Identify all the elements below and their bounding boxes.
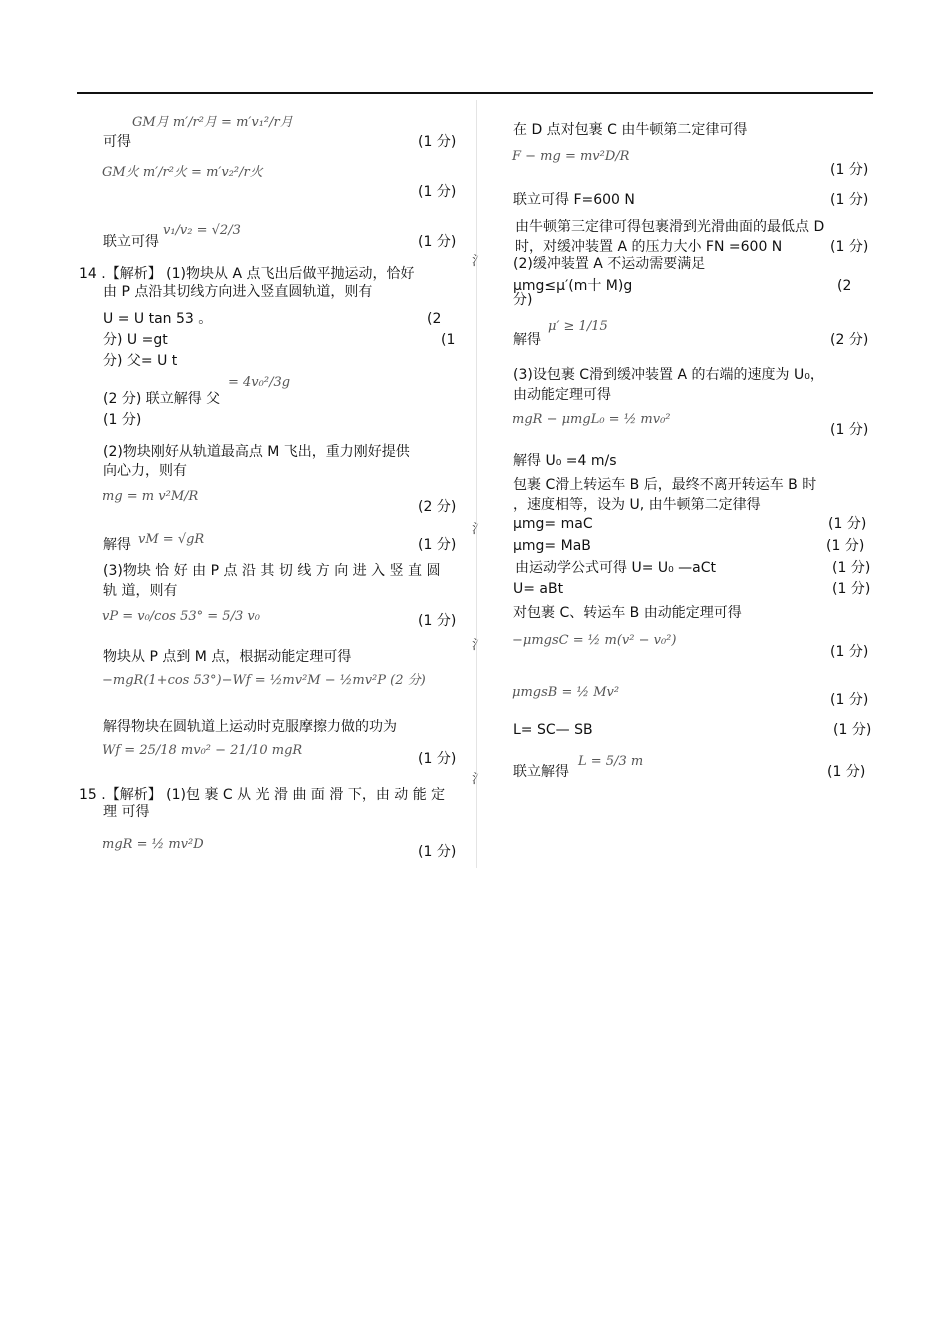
score: (1 分) — [418, 134, 457, 150]
problem-14-2-line: 向心力，则有 — [103, 463, 187, 479]
column-divider — [476, 100, 477, 868]
score: (1 分) — [830, 644, 869, 660]
score: (1 分) — [832, 581, 871, 597]
equation-mu: μ′ ≥ 1/15 — [548, 319, 608, 334]
equation-mars: GM火 m′/r²火 = m′v₂²/r火 — [102, 165, 263, 180]
right-line: 分) — [513, 292, 533, 308]
problem-15-line: 理 可得 — [103, 804, 150, 820]
margin-mark: 氵 — [472, 772, 486, 787]
right-line: 在 D 点对包裹 C 由牛顿第二定律可得 — [513, 122, 748, 138]
equation-energy-r: mgR − μmgL₀ = ½ mv₀² — [512, 412, 671, 427]
score: (1 分) — [830, 239, 869, 255]
margin-mark: 氵 — [472, 638, 486, 653]
text-jiede: 解得 — [103, 537, 131, 553]
right-line: ，速度相等，设为 U, 由牛顿第二定律得 — [513, 497, 761, 513]
eq-line: 分) 父= U t — [103, 353, 178, 369]
equation-frac: = 4v₀²/3g — [228, 375, 291, 390]
margin-mark: 氵 — [472, 522, 486, 537]
equation-l: L = 5/3 m — [578, 754, 644, 769]
score: (1 分) — [418, 234, 457, 250]
problem-14-3-line: 轨 道，则有 — [103, 583, 178, 599]
score: (1 分) — [418, 613, 457, 629]
right-line: 包裹 C滑上转运车 B 后，最终不离开转运车 B 时 — [513, 477, 817, 493]
problem-14-3-line: 解得物块在圆轨道上运动时克服摩擦力做的功为 — [103, 719, 397, 735]
equation-mgr: mgR = ½ mv²D — [102, 837, 204, 852]
problem-14-3-line: (3)物块 恰 好 由 P 点 沿 其 切 线 方 向 进 入 竖 直 圆 — [103, 563, 441, 579]
problem-15-title: 15 .【解析】 (1)包 裹 C 从 光 滑 曲 面 滑 下，由 动 能 定 — [79, 787, 446, 803]
equation-vp: vP = v₀/cos 53° = 5/3 v₀ — [102, 609, 260, 624]
right-line: 时，对缓冲装置 A 的压力大小 FN =600 N — [515, 239, 783, 255]
problem-14-3-line: 物块从 P 点到 M 点，根据动能定理可得 — [103, 649, 352, 665]
right-line: 联立可得 F=600 N — [513, 192, 635, 208]
eq-line: (2 分) 联立解得 父 — [103, 391, 221, 407]
right-line: 由牛顿第三定律可得包裹滑到光滑曲面的最低点 D — [515, 219, 825, 235]
equation-mg: mg = m v²M/R — [102, 489, 199, 504]
problem-14-2-line: (2)物块刚好从轨道最高点 M 飞出，重力刚好提供 — [103, 444, 410, 460]
right-line: 解得 U₀ =4 m/s — [513, 453, 617, 469]
equation-moon: GM月 m′/r²月 = m′v₁²/r月 — [132, 115, 293, 130]
equation-wf: Wf = 25/18 mv₀² − 21/10 mgR — [102, 743, 303, 758]
score: (1 分) — [827, 764, 866, 780]
equation-energy: −mgR(1+cos 53°)−Wf = ½mv²M − ½mv²P (2 分) — [102, 673, 426, 688]
score: (1 — [441, 332, 456, 348]
score: (1 分) — [418, 844, 457, 860]
right-line: 由运动学公式可得 U= U₀ —aCt — [515, 560, 717, 576]
right-line: μmg= MaB — [513, 538, 591, 554]
eq-line: U = U tan 53 。 — [103, 311, 213, 327]
right-line: μmg≤μ′(m十 M)g — [513, 278, 633, 294]
equation-sc: −μmgsC = ½ m(v² − v₀²) — [512, 633, 677, 648]
equation-f: F − mg = mv²D/R — [512, 149, 630, 164]
right-line: L= SC— SB — [513, 722, 593, 738]
right-line: (2)缓冲装置 A 不运动需要满足 — [513, 256, 706, 272]
eq-line: 分) U =gt — [103, 332, 168, 348]
score: (1 分) — [830, 192, 869, 208]
equation-ratio: v₁/v₂ = √2/3 — [163, 223, 241, 238]
right-line: 对包裹 C、转运车 B 由动能定理可得 — [513, 605, 742, 621]
score: (1 分) — [418, 751, 457, 767]
right-line: (3)设包裹 C滑到缓冲装置 A 的右端的速度为 U₀， — [513, 367, 824, 383]
equation-sb: μmgsB = ½ Mv² — [512, 685, 620, 700]
text-jiede: 解得 — [513, 332, 541, 348]
score: (1 分) — [103, 412, 142, 428]
score: (1 分) — [830, 692, 869, 708]
text-kede: 可得 — [103, 134, 131, 150]
problem-14-line: 由 P 点沿其切线方向进入竖直圆轨道，则有 — [103, 284, 373, 300]
right-line: U= aBt — [513, 581, 564, 597]
right-line: 由动能定理可得 — [513, 387, 611, 403]
right-line: μmg= maC — [513, 516, 593, 532]
text-lianli-jiede: 联立解得 — [513, 764, 569, 780]
score: (2 — [837, 278, 852, 294]
equation-vm: vM = √gR — [138, 532, 205, 547]
text-lianli: 联立可得 — [103, 234, 159, 250]
score: (1 分) — [418, 537, 457, 553]
score: (1 分) — [418, 184, 457, 200]
score: (1 分) — [830, 422, 869, 438]
header-rule — [77, 92, 873, 94]
problem-14-title: 14 .【解析】 (1)物块从 A 点飞出后做平抛运动，恰好 — [79, 266, 415, 282]
score: (1 分) — [830, 162, 869, 178]
score: (2 分) — [830, 332, 869, 348]
margin-mark: 氵 — [472, 254, 486, 269]
score: (1 分) — [828, 516, 867, 532]
score: (1 分) — [832, 560, 871, 576]
score: (1 分) — [833, 722, 872, 738]
score: (2 分) — [418, 499, 457, 515]
score: (1 分) — [826, 538, 865, 554]
score: (2 — [427, 311, 442, 327]
